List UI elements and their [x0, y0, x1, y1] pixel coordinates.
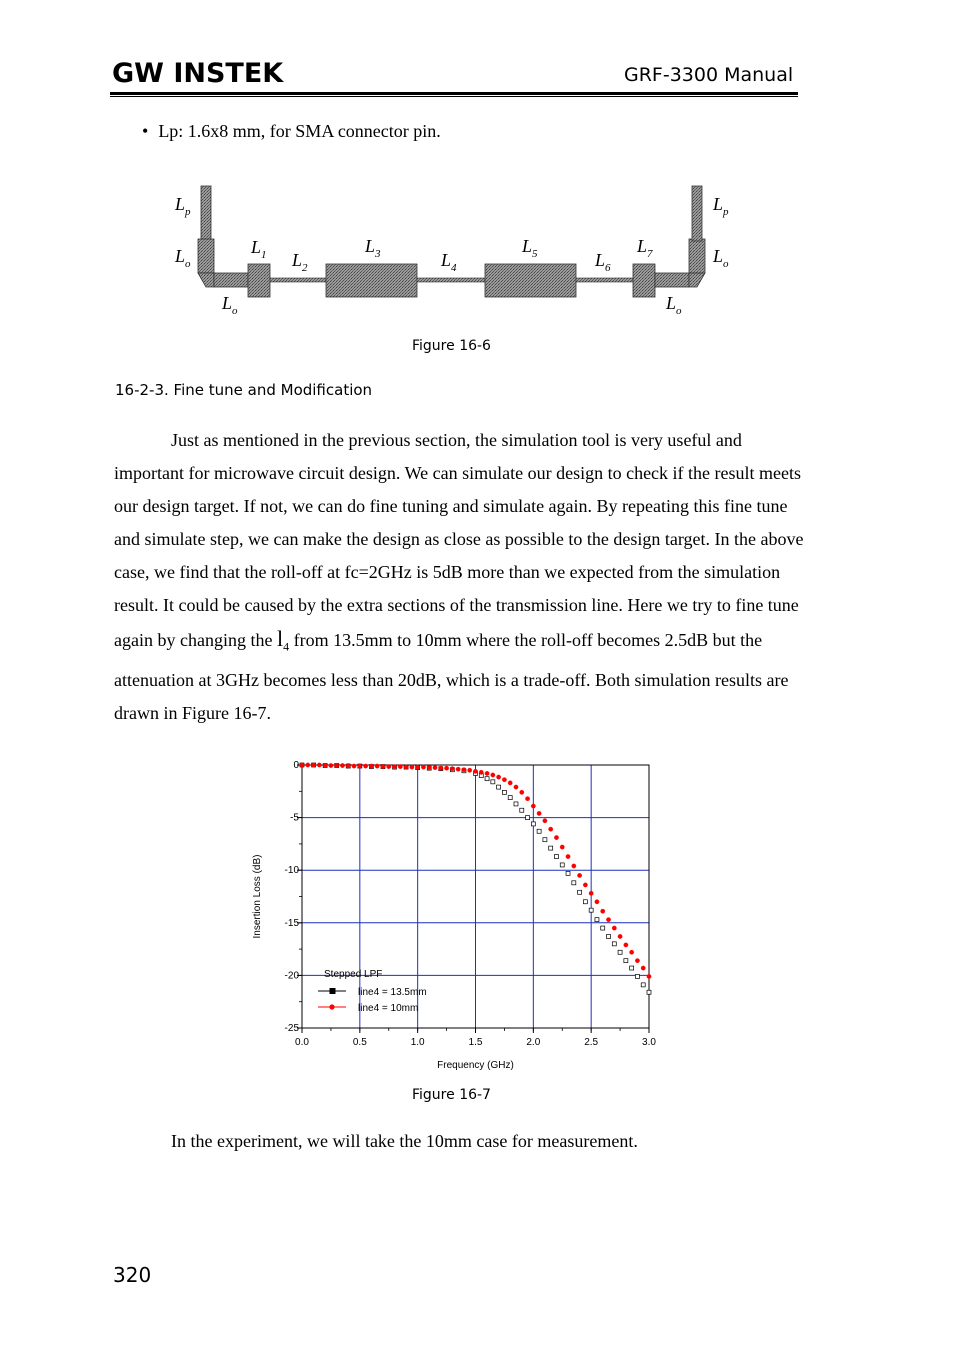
label-lo-right-upper: $L_o$: [713, 246, 729, 270]
lo-left-line: [214, 273, 248, 287]
y-tick-label: 0: [293, 760, 299, 771]
body-paragraph: [114, 424, 804, 730]
data-point-circle: [589, 891, 593, 895]
data-point-circle: [462, 768, 466, 772]
legend-marker-square: [330, 989, 335, 994]
data-point-circle: [300, 763, 304, 767]
label-lo-left-lower: $L_o$: [222, 293, 238, 317]
bullet-text: Lp: 1.6x8 mm, for SMA connector pin.: [158, 121, 441, 141]
data-point-circle: [641, 966, 645, 970]
data-point-circle: [618, 934, 622, 938]
data-point-square: [520, 808, 524, 812]
data-point-circle: [635, 958, 639, 962]
data-point-square: [543, 838, 547, 842]
x-tick-label: 0.0: [295, 1037, 309, 1048]
data-point-square: [526, 816, 530, 820]
paragraph-text-after: from 13.5mm to 10mm where the roll-off becomes 2.5dB but the attenuation at 3GHz becomes less than 20dB, which is a trade-off. Both simulation results are drawn in Figure 16-7.: [114, 630, 789, 723]
data-point-circle: [352, 764, 356, 768]
l1-section: [248, 264, 270, 297]
data-point-square: [607, 934, 611, 938]
data-point-circle: [514, 785, 518, 789]
bullet-item: [142, 121, 441, 142]
data-point-circle: [485, 771, 489, 775]
label-l2: $L_2$: [292, 250, 308, 274]
label-lp-left: $L_p$: [175, 194, 191, 218]
data-point-square: [497, 785, 501, 789]
l4-symbol-sub: 4: [283, 639, 290, 654]
data-point-circle: [601, 909, 605, 913]
section-heading: 16-2-3. Fine tune and Modification: [115, 381, 373, 399]
data-point-circle: [381, 764, 385, 768]
label-l6: $L_6$: [595, 250, 611, 274]
data-point-circle: [548, 827, 552, 831]
label-lo-right-lower: $L_o$: [666, 293, 682, 317]
data-point-square: [612, 942, 616, 946]
data-point-circle: [468, 768, 472, 772]
label-l3: $L_3$: [365, 236, 381, 260]
figure-16-7-caption: Figure 16-7: [412, 1087, 491, 1103]
chart-ylabel: Insertion Loss (dB): [252, 854, 263, 939]
data-point-circle: [340, 763, 344, 767]
lo-right-block: [689, 239, 705, 273]
y-tick-label: -15: [284, 917, 299, 929]
data-point-circle: [560, 845, 564, 849]
header-rule-thin: [110, 96, 798, 97]
lo-right-bend: [689, 273, 705, 287]
data-point-circle: [456, 767, 460, 771]
l7-section: [633, 264, 655, 297]
data-point-circle: [375, 764, 379, 768]
lpf-layout-diagram: [160, 175, 760, 325]
data-point-circle: [496, 775, 500, 779]
data-point-square: [549, 846, 553, 850]
data-point-circle: [329, 763, 333, 767]
data-point-square: [641, 983, 645, 987]
data-point-circle: [450, 766, 454, 770]
legend-label: line4 = 13.5mm: [358, 987, 427, 998]
data-point-square: [635, 974, 639, 978]
data-point-square: [595, 918, 599, 922]
data-point-circle: [410, 765, 414, 769]
x-tick-label: 2.5: [584, 1037, 599, 1048]
l3-section: [326, 264, 417, 297]
figure-16-6-caption: Figure 16-6: [412, 338, 491, 354]
data-point-circle: [531, 804, 535, 808]
data-point-circle: [520, 790, 524, 794]
data-point-circle: [572, 864, 576, 868]
data-point-circle: [606, 917, 610, 921]
data-point-square: [485, 777, 489, 781]
data-point-circle: [508, 781, 512, 785]
page-number: 320: [113, 1263, 152, 1287]
data-point-circle: [427, 765, 431, 769]
data-point-square: [491, 780, 495, 784]
l4-symbol: l: [276, 626, 284, 651]
data-point-circle: [439, 766, 443, 770]
data-point-circle: [311, 763, 315, 767]
data-point-circle: [306, 763, 310, 767]
lp-right-pin: [692, 186, 702, 241]
l5-section: [485, 264, 576, 297]
data-point-circle: [583, 883, 587, 887]
data-point-square: [572, 881, 576, 885]
chart-ticks: [285, 760, 657, 1048]
legend-marker-circle: [329, 1004, 334, 1009]
data-point-square: [578, 890, 582, 894]
data-point-square: [624, 959, 628, 963]
lp-left-pin: [201, 186, 211, 241]
data-point-circle: [647, 974, 651, 978]
data-point-circle: [444, 766, 448, 770]
data-point-circle: [398, 764, 402, 768]
gw-instek-logo: GW INSTEK: [112, 58, 284, 89]
lo-left-block: [198, 239, 214, 273]
data-point-circle: [346, 763, 350, 767]
y-tick-label: -20: [284, 970, 299, 982]
data-point-circle: [392, 764, 396, 768]
data-point-circle: [473, 769, 477, 773]
data-point-square: [647, 990, 651, 994]
data-point-square: [601, 926, 605, 930]
manual-title: GRF-3300 Manual: [624, 64, 794, 86]
data-point-circle: [624, 943, 628, 947]
y-tick-label: -10: [284, 865, 299, 877]
data-point-square: [531, 822, 535, 826]
label-lp-right: $L_p$: [713, 194, 729, 218]
data-point-circle: [335, 763, 339, 767]
data-point-square: [630, 966, 634, 970]
data-point-circle: [421, 765, 425, 769]
data-point-circle: [387, 764, 391, 768]
x-tick-label: 1.0: [410, 1037, 425, 1048]
data-point-circle: [358, 764, 362, 768]
data-point-circle: [323, 763, 327, 767]
label-l4: $L_4$: [441, 250, 457, 274]
insertion-loss-chart: [240, 750, 670, 1075]
data-point-circle: [415, 765, 419, 769]
l6-section: [576, 278, 633, 282]
data-point-circle: [491, 773, 495, 777]
data-point-square: [508, 796, 512, 800]
y-tick-label: -5: [290, 812, 299, 824]
label-l1: $L_1$: [251, 237, 267, 261]
data-point-square: [554, 855, 558, 859]
data-point-square: [514, 802, 518, 806]
x-tick-label: 0.5: [352, 1037, 367, 1048]
data-point-circle: [566, 854, 570, 858]
data-point-circle: [363, 764, 367, 768]
label-lo-left-upper: $L_o$: [175, 246, 191, 270]
data-point-circle: [404, 765, 408, 769]
data-point-square: [589, 908, 593, 912]
data-point-circle: [577, 873, 581, 877]
label-l7: $L_7$: [637, 236, 653, 260]
data-point-circle: [479, 770, 483, 774]
data-point-circle: [554, 835, 558, 839]
header-rule: [110, 92, 798, 95]
y-tick-label: -25: [284, 1023, 299, 1034]
data-point-square: [502, 790, 506, 794]
lo-left-bend: [198, 273, 214, 287]
data-point-square: [537, 829, 541, 833]
data-point-circle: [433, 765, 437, 769]
lo-right-line: [655, 273, 689, 287]
legend-label: line4 = 10mm: [358, 1003, 419, 1014]
chart-grid: [302, 765, 649, 1028]
x-tick-label: 3.0: [642, 1037, 656, 1048]
label-l5: $L_5$: [522, 236, 538, 260]
data-point-circle: [629, 950, 633, 954]
data-point-circle: [595, 900, 599, 904]
data-point-square: [583, 900, 587, 904]
l2-section: [270, 278, 326, 282]
x-tick-label: 2.0: [526, 1037, 541, 1048]
data-point-circle: [369, 764, 373, 768]
x-tick-label: 1.5: [468, 1037, 483, 1048]
chart-xlabel: Frequency (GHz): [437, 1060, 514, 1071]
l4-section: [417, 278, 485, 282]
paragraph-text-before: Just as mentioned in the previous section, the simulation tool is very useful and important for microwave circuit design. We can simulate our design to check if the result meets our design target. If not, we can do fine tuning and simulate again. By repeating this fine tune and simulate step, we can make the design as close as possible to the design target. In the above case, we find that the roll-off at fc=2GHz is 5dB more than we expected from the simulation result. It could be caused by the extra sections of the transmission line. Here we try to fine tune again by changing the: [114, 430, 804, 650]
data-point-circle: [537, 811, 541, 815]
bullet-dot: •: [142, 121, 149, 141]
data-point-circle: [525, 796, 529, 800]
data-point-circle: [543, 819, 547, 823]
data-point-square: [566, 871, 570, 875]
legend-title: Stepped LPF: [324, 969, 383, 980]
data-point-square: [618, 950, 622, 954]
data-point-circle: [317, 763, 321, 767]
data-point-square: [560, 863, 564, 867]
final-paragraph: In the experiment, we will take the 10mm case for measurement.: [171, 1131, 638, 1151]
data-point-circle: [612, 926, 616, 930]
data-point-circle: [502, 778, 506, 782]
